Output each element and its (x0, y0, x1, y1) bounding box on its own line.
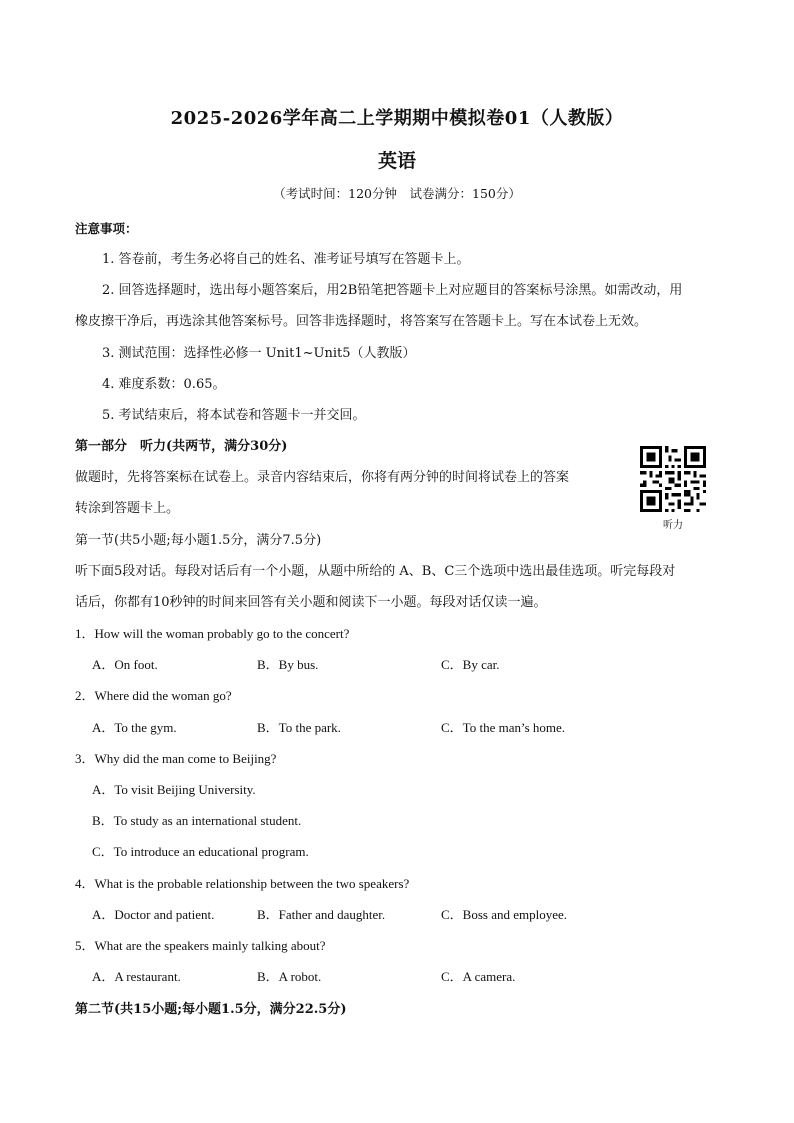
question-1-option-b: B．By bus. (257, 657, 319, 672)
question-1-stem: 1．How will the woman probably go to the concert? (75, 626, 350, 641)
exam-info: （考试时间：120分钟 试卷满分：150分） (273, 186, 521, 201)
question-2-option-b: B．To the park. (257, 720, 341, 735)
question-2-option-a: A．To the gym. (92, 720, 177, 735)
section2-heading: 第二节(共15小题;每小题1.5分，满分22.5分) (75, 1002, 347, 1017)
question-1-option-a: A．On foot. (92, 657, 158, 672)
section1-intro-line1: 听下面5段对话。每段对话后有一个小题，从题中所给的 A、B、C三个选项中选出最佳选项。听完每段对 (75, 564, 676, 579)
question-3-option-a: A．To visit Beijing University. (92, 782, 256, 797)
subject-title: 英语 (377, 150, 416, 172)
question-4-option-c: C．Boss and employee. (441, 907, 568, 922)
section1-intro-line2: 话后，你都有10秒钟的时间来回答有关小题和阅读下一小题。每段对话仅读一遍。 (75, 595, 547, 610)
question-2-option-c: C．To the man’s home. (441, 720, 566, 735)
question-3-stem: 3．Why did the man come to Beijing? (75, 751, 277, 766)
qr-label: 听力 (663, 520, 683, 531)
question-3-option-b: B．To study as an international student. (92, 813, 302, 828)
question-4-option-a: A．Doctor and patient. (92, 907, 215, 922)
question-4-stem: 4．What is the probable relationship between the two speakers? (75, 876, 410, 891)
part1-intro-line2: 转涂到答题卡上。 (75, 501, 180, 516)
notice-item-5: 5. 考试结束后，将本试卷和答题卡一并交回。 (102, 408, 366, 423)
part1-heading: 第一部分 听力(共两节，满分30分) (75, 439, 288, 454)
notice-item-2-cont: 橡皮擦干净后，再选涂其他答案标号。回答非选择题时，将答案写在答题卡上。写在本试卷上无效。 (75, 314, 648, 329)
question-3-option-c: C．To introduce an educational program. (92, 844, 309, 859)
question-4-option-b: B．Father and daughter. (257, 907, 386, 922)
question-5-option-b: B．A robot. (257, 969, 322, 984)
question-1-option-c: C．By car. (441, 657, 500, 672)
notice-item-3: 3. 测试范围：选择性必修一 Unit1~Unit5（人教版） (102, 346, 416, 361)
exam-title: 2025-2026学年高二上学期期中模拟卷01（人教版） (170, 108, 624, 129)
part1-intro-line1: 做题时，先将答案标在试卷上。录音内容结束后，你将有两分钟的时间将试卷上的答案 (75, 470, 570, 485)
section1-heading: 第一节(共5小题;每小题1.5分，满分7.5分) (75, 533, 322, 548)
question-2-stem: 2．Where did the woman go? (75, 688, 232, 703)
question-5-option-c: C．A camera. (441, 969, 516, 984)
notice-item-4: 4. 难度系数：0.65。 (102, 377, 226, 392)
question-5-stem: 5．What are the speakers mainly talking about? (75, 938, 326, 953)
notice-item-1: 1. 答卷前，考生务必将自己的姓名、准考证号填写在答题卡上。 (102, 252, 470, 267)
notice-heading: 注意事项： (75, 221, 138, 236)
notice-item-2: 2. 回答选择题时，选出每小题答案后，用2B铅笔把答题卡上对应题目的答案标号涂黑。如需改动，用 (102, 283, 683, 298)
question-5-option-a: A．A restaurant. (92, 969, 181, 984)
qr-code[interactable] (640, 446, 706, 512)
